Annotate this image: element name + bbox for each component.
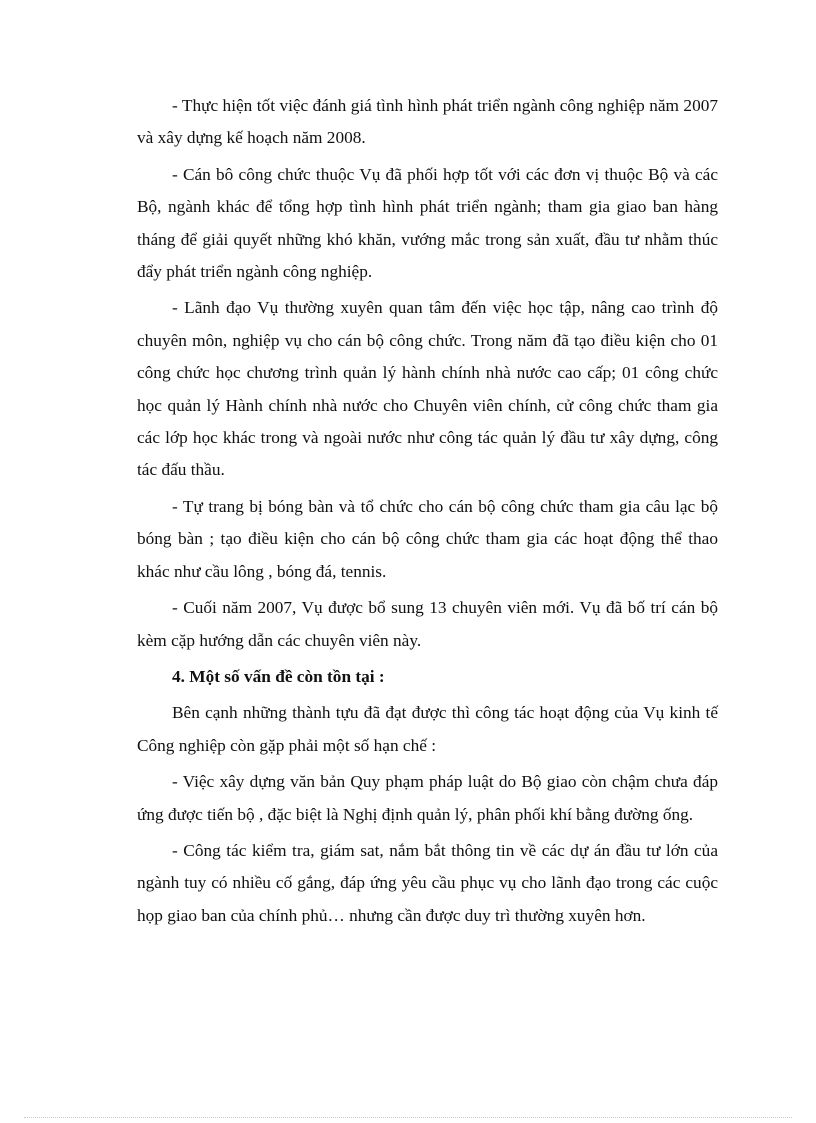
page-bottom-divider bbox=[24, 1117, 792, 1118]
paragraph-inspection: - Công tác kiểm tra, giám sat, nắm bắt thông tin về các dự án đầu tư lớn của ngành tuy có nhiều cố gắng, đáp ứng yêu cầu phục vụ cho lãnh đạo trong các cuộc họp giao ban của chính phủ… nhưng cần được duy trì thường xuyên hơn. bbox=[137, 840, 718, 925]
paragraph-legal-documents: - Việc xây dựng văn bản Quy phạm pháp luật do Bộ giao còn chậm chưa đáp ứng được tiến bộ , đặc biệt là Nghị định quản lý, phân phối khí bằng đường ống. bbox=[137, 772, 718, 824]
paragraph-sports: - Tự trang bị bóng bàn và tổ chức cho cán bộ công chức tham gia câu lạc bộ bóng bàn ; tạo điều kiện cho cán bộ công chức tham gia các hoạt động thể thao khác như cầu lông , bóng đá, tennis. bbox=[137, 496, 718, 581]
paragraph-training: - Lãnh đạo Vụ thường xuyên quan tâm đến việc học tập, nâng cao trình độ chuyên môn, nghiệp vụ cho cán bộ công chức. Trong năm đã tạo điều kiện cho 01 công chức học chương trình quản lý hành chính nhà nước cao cấp; 01 công chức học quản lý Hành chính nhà nước cho Chuyên viên chính, cử công chức tham gia các lớp học khác trong và ngoài nước như công tác quản lý đầu tư xây dựng, công tác đấu thầu. bbox=[137, 298, 718, 480]
document-body bbox=[137, 90, 718, 936]
paragraph-new-staff: - Cuối năm 2007, Vụ được bổ sung 13 chuyên viên mới. Vụ đã bố trí cán bộ kèm cặp hướng dẫn các chuyên viên này. bbox=[137, 598, 718, 650]
paragraph-coordination: - Cán bô công chức thuộc Vụ đã phối hợp tốt với các đơn vị thuộc Bộ và các Bộ, ngành khác để tổng hợp tình hình phát triển ngành; tham gia giao ban hàng tháng để giải quyết những khó khăn, vướng mắc trong sản xuất, đầu tư nhằm thúc đẩy phát triển ngành công nghiệp. bbox=[137, 164, 718, 282]
paragraph-evaluation: - Thực hiện tốt việc đánh giá tình hình phát triển ngành công nghiệp năm 2007 và xây dựng kế hoạch năm 2008. bbox=[137, 96, 718, 148]
paragraph-limitations-intro: Bên cạnh những thành tựu đã đạt được thì công tác hoạt động của Vụ kinh tế Công nghiệp còn gặp phải một số hạn chế : bbox=[137, 703, 718, 755]
section-heading: 4. Một số vấn đề còn tồn tại : bbox=[172, 666, 385, 686]
